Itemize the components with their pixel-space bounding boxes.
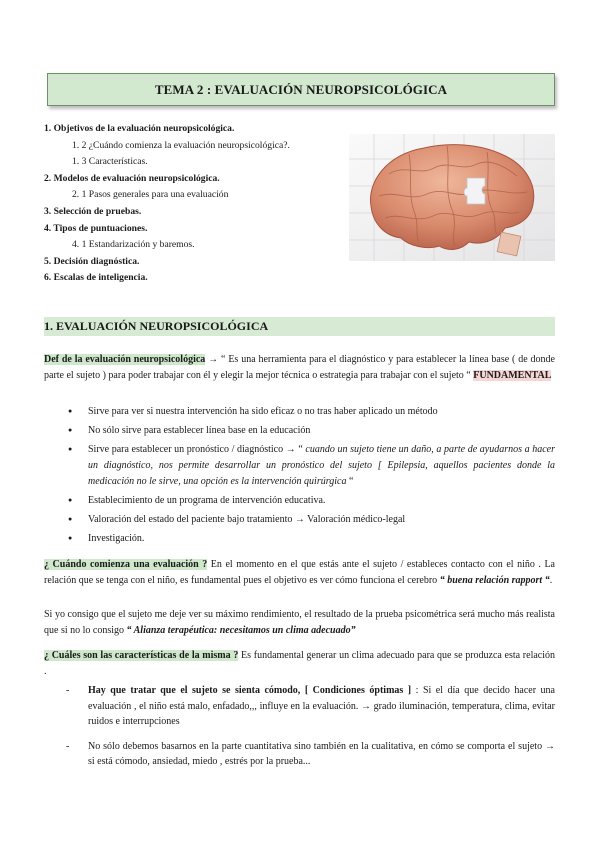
features-paragraph [44, 648, 555, 679]
definition-paragraph [44, 352, 555, 383]
list-item: - No sólo debemos basarnos en la parte cuantitativa sino también en la cualitativa, en cómo se comporta el sujeto → si está cómodo, ansiedad, miedo , estrés por la prueba... [66, 739, 555, 770]
section-title: 1. EVALUACIÓN NEUROPSICOLÓGICA [44, 317, 555, 336]
list-item: ● Sirve para establecer un pronóstico / diagnóstico → “ cuando un sujeto tiene un daño, a parte de ayudarnos a hacer un diagnóstico, nos permite desarrollar un pronóstico del sujeto [ Epilepsia, aquellos pacientes donde la medicación no le sirve, una opción es la intervención quirúrgica “ [68, 442, 555, 489]
definition-text: → “ Es una herramienta para el diagnóstico y para establecer la línea base ( de donde parte el sujeto ) para poder trabajar con él y elegir la mejor técnica o estrategia para trabajar con el sujeto “ [44, 354, 555, 381]
brain-puzzle-image [349, 134, 555, 261]
toc-item: 2. Modelos de evaluación neuropsicológica. [44, 172, 220, 184]
list-item: ● Sirve para ver si nuestra intervención ha sido eficaz o no tras haber aplicado un método [68, 404, 555, 420]
alliance-paragraph: Si yo consigo que el sujeto me deje ver su máximo rendimiento, el resultado de la prueba psicométrica será mucho más realista que si no lo consigo “ Alianza terapéutica: necesitamos un clima adecuado” [44, 609, 555, 636]
definition-emphasis: FUNDAMENTAL [473, 369, 552, 381]
list-item: ● Establecimiento de un programa de intervención educativa. [68, 493, 555, 509]
features-label: ¿ Cuáles son las características de la misma ? [44, 650, 239, 661]
list-item: ● Valoración del estado del paciente bajo tratamiento → Valoración médico-legal [68, 512, 555, 528]
bullet-list [68, 404, 555, 550]
toc-item: 4. Tipos de puntuaciones. [44, 222, 148, 234]
dash-list [66, 683, 555, 779]
list-item: ● Investigación. [68, 531, 555, 547]
toc-item: 1. 2 ¿Cuándo comienza la evaluación neuropsicológica?. [72, 139, 290, 151]
toc-item: 3. Selección de pruebas. [44, 205, 142, 217]
when-emphasis: “ buena relación rapport “ [439, 574, 550, 586]
definition-label: Def de la evaluación neuropsicológica [44, 354, 206, 365]
when-text: En el momento en el que estás ante el sujeto / estableces contacto con el niño . La relación que se tenga con el niño, es fundamental pues el objetivo es ver cómo funciona el cerebro [44, 559, 555, 586]
alliance-emphasis: “ Alianza terapéutica: necesitamos un clima adecuado” [126, 624, 356, 636]
toc-item: 1. 3 Características. [72, 156, 148, 168]
toc-item: 4. 1 Estandarización y baremos. [72, 239, 195, 251]
table-of-contents [44, 121, 364, 287]
toc-item: 2. 1 Pasos generales para una evaluación [72, 189, 229, 201]
features-text: Es fundamental generar un clima adecuado para que se produzca esta relación . [44, 650, 555, 677]
list-item: ● No sólo sirve para establecer línea base en la educación [68, 423, 555, 439]
toc-item: 6. Escalas de inteligencia. [44, 272, 148, 284]
toc-item: 1. Objetivos de la evaluación neuropsicológica. [44, 123, 235, 134]
toc-item: 5. Decisión diagnóstica. [44, 255, 140, 267]
when-paragraph: ¿ Cuándo comienza una evaluación ? En el momento en el que estás ante el sujeto / estableces contacto con el niño . La relación que se tenga con el niño, es fundamental pues el objetivo es ver cómo funciona el cerebro “ buena relación rapport “. [44, 559, 555, 586]
page-title: TEMA 2 : EVALUACIÓN NEUROPSICOLÓGICA [47, 73, 555, 106]
when-label: ¿ Cuándo comienza una evaluación ? [44, 559, 208, 570]
list-item: - Hay que tratar que el sujeto se sienta cómodo, [ Condiciones óptimas ] : Si el día que decido hacer una evaluación , el niño está malo, enfadado,,, influye en la evaluación. → grado iluminación, temperatura, clima, evitar ruidos e interrupciones [66, 683, 555, 730]
